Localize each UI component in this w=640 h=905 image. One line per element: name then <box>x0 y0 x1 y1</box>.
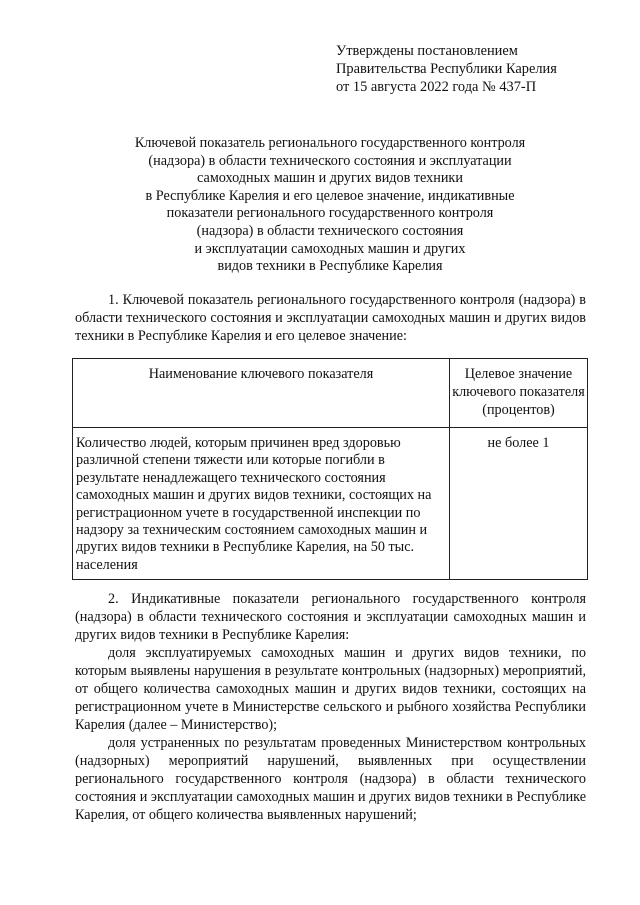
section-2-item-1: доля эксплуатируемых самоходных машин и других видов техники, по которым выявлены нарушения в результате контрольных (надзорных) мероприятий, от общего количества самоходных машин и других видов техники, состоящих на регистрационном учете в Министерстве сельского и рыбного хозяйства Республики Карелия (далее – Министерство); <box>75 645 586 733</box>
title-line: (надзора) в области технического состояния <box>196 222 464 239</box>
header-target-value: Целевое значение ключевого показателя (процентов) <box>450 359 588 428</box>
section-2-intro: 2. Индикативные показатели регионального государственного контроля (надзора) в области технического состояния и эксплуатации самоходных машин и других видов техники в Республике Карелия: <box>75 591 586 643</box>
title-line: и эксплуатации самоходных машин и других <box>194 240 466 257</box>
title-line: самоходных машин и других видов техники <box>197 170 463 187</box>
title-line: видов техники в Республике Карелия <box>217 258 443 275</box>
title-line: (надзора) в области технического состояния и эксплуатации <box>148 152 512 169</box>
indicator-name-cell: Количество людей, которым причинен вред здоровью различной степени тяжести или которые погибли в результате ненадлежащего технического состояния самоходных машин и других видов техники, состоящих на регистрационном учете в государственной инспекции по надзору за техническим состоянием самоходных машин и других видов техники в Республике Карелия, на 50 тыс. населения <box>73 428 450 580</box>
approval-line: от 15 августа 2022 года № 437-П <box>336 79 537 95</box>
table-header-row <box>73 359 588 428</box>
title-line: показатели регионального государственного контроля <box>166 205 494 222</box>
title-line: Ключевой показатель регионального государственного контроля <box>134 135 526 151</box>
section-1-paragraph: 1. Ключевой показатель регионального государственного контроля (надзора) в области технического состояния и эксплуатации самоходных машин и других видов техники в Республике Карелия и его целевое значение: <box>75 292 586 344</box>
section-2-item-2: доля устраненных по результатам проведенных Министерством контрольных (надзорных) мероприятий нарушений, выявленных при осуществлении регионального государственного контроля (надзора) в области технического состояния и эксплуатации самоходных машин и других видов техники в Республике Карелия, от общего количества выявленных нарушений; <box>75 735 586 823</box>
title-line: в Республике Карелия и его целевое значение, индикативные <box>145 187 515 204</box>
approval-block <box>336 42 596 96</box>
approval-line: Утверждены постановлением <box>336 43 518 59</box>
target-value-cell: не более 1 <box>450 428 588 580</box>
table-row <box>73 428 588 580</box>
key-indicator-table <box>72 358 588 580</box>
header-indicator-name: Наименование ключевого показателя <box>73 359 450 428</box>
approval-line: Правительства Республики Карелия <box>336 61 557 77</box>
document-title <box>70 135 590 276</box>
